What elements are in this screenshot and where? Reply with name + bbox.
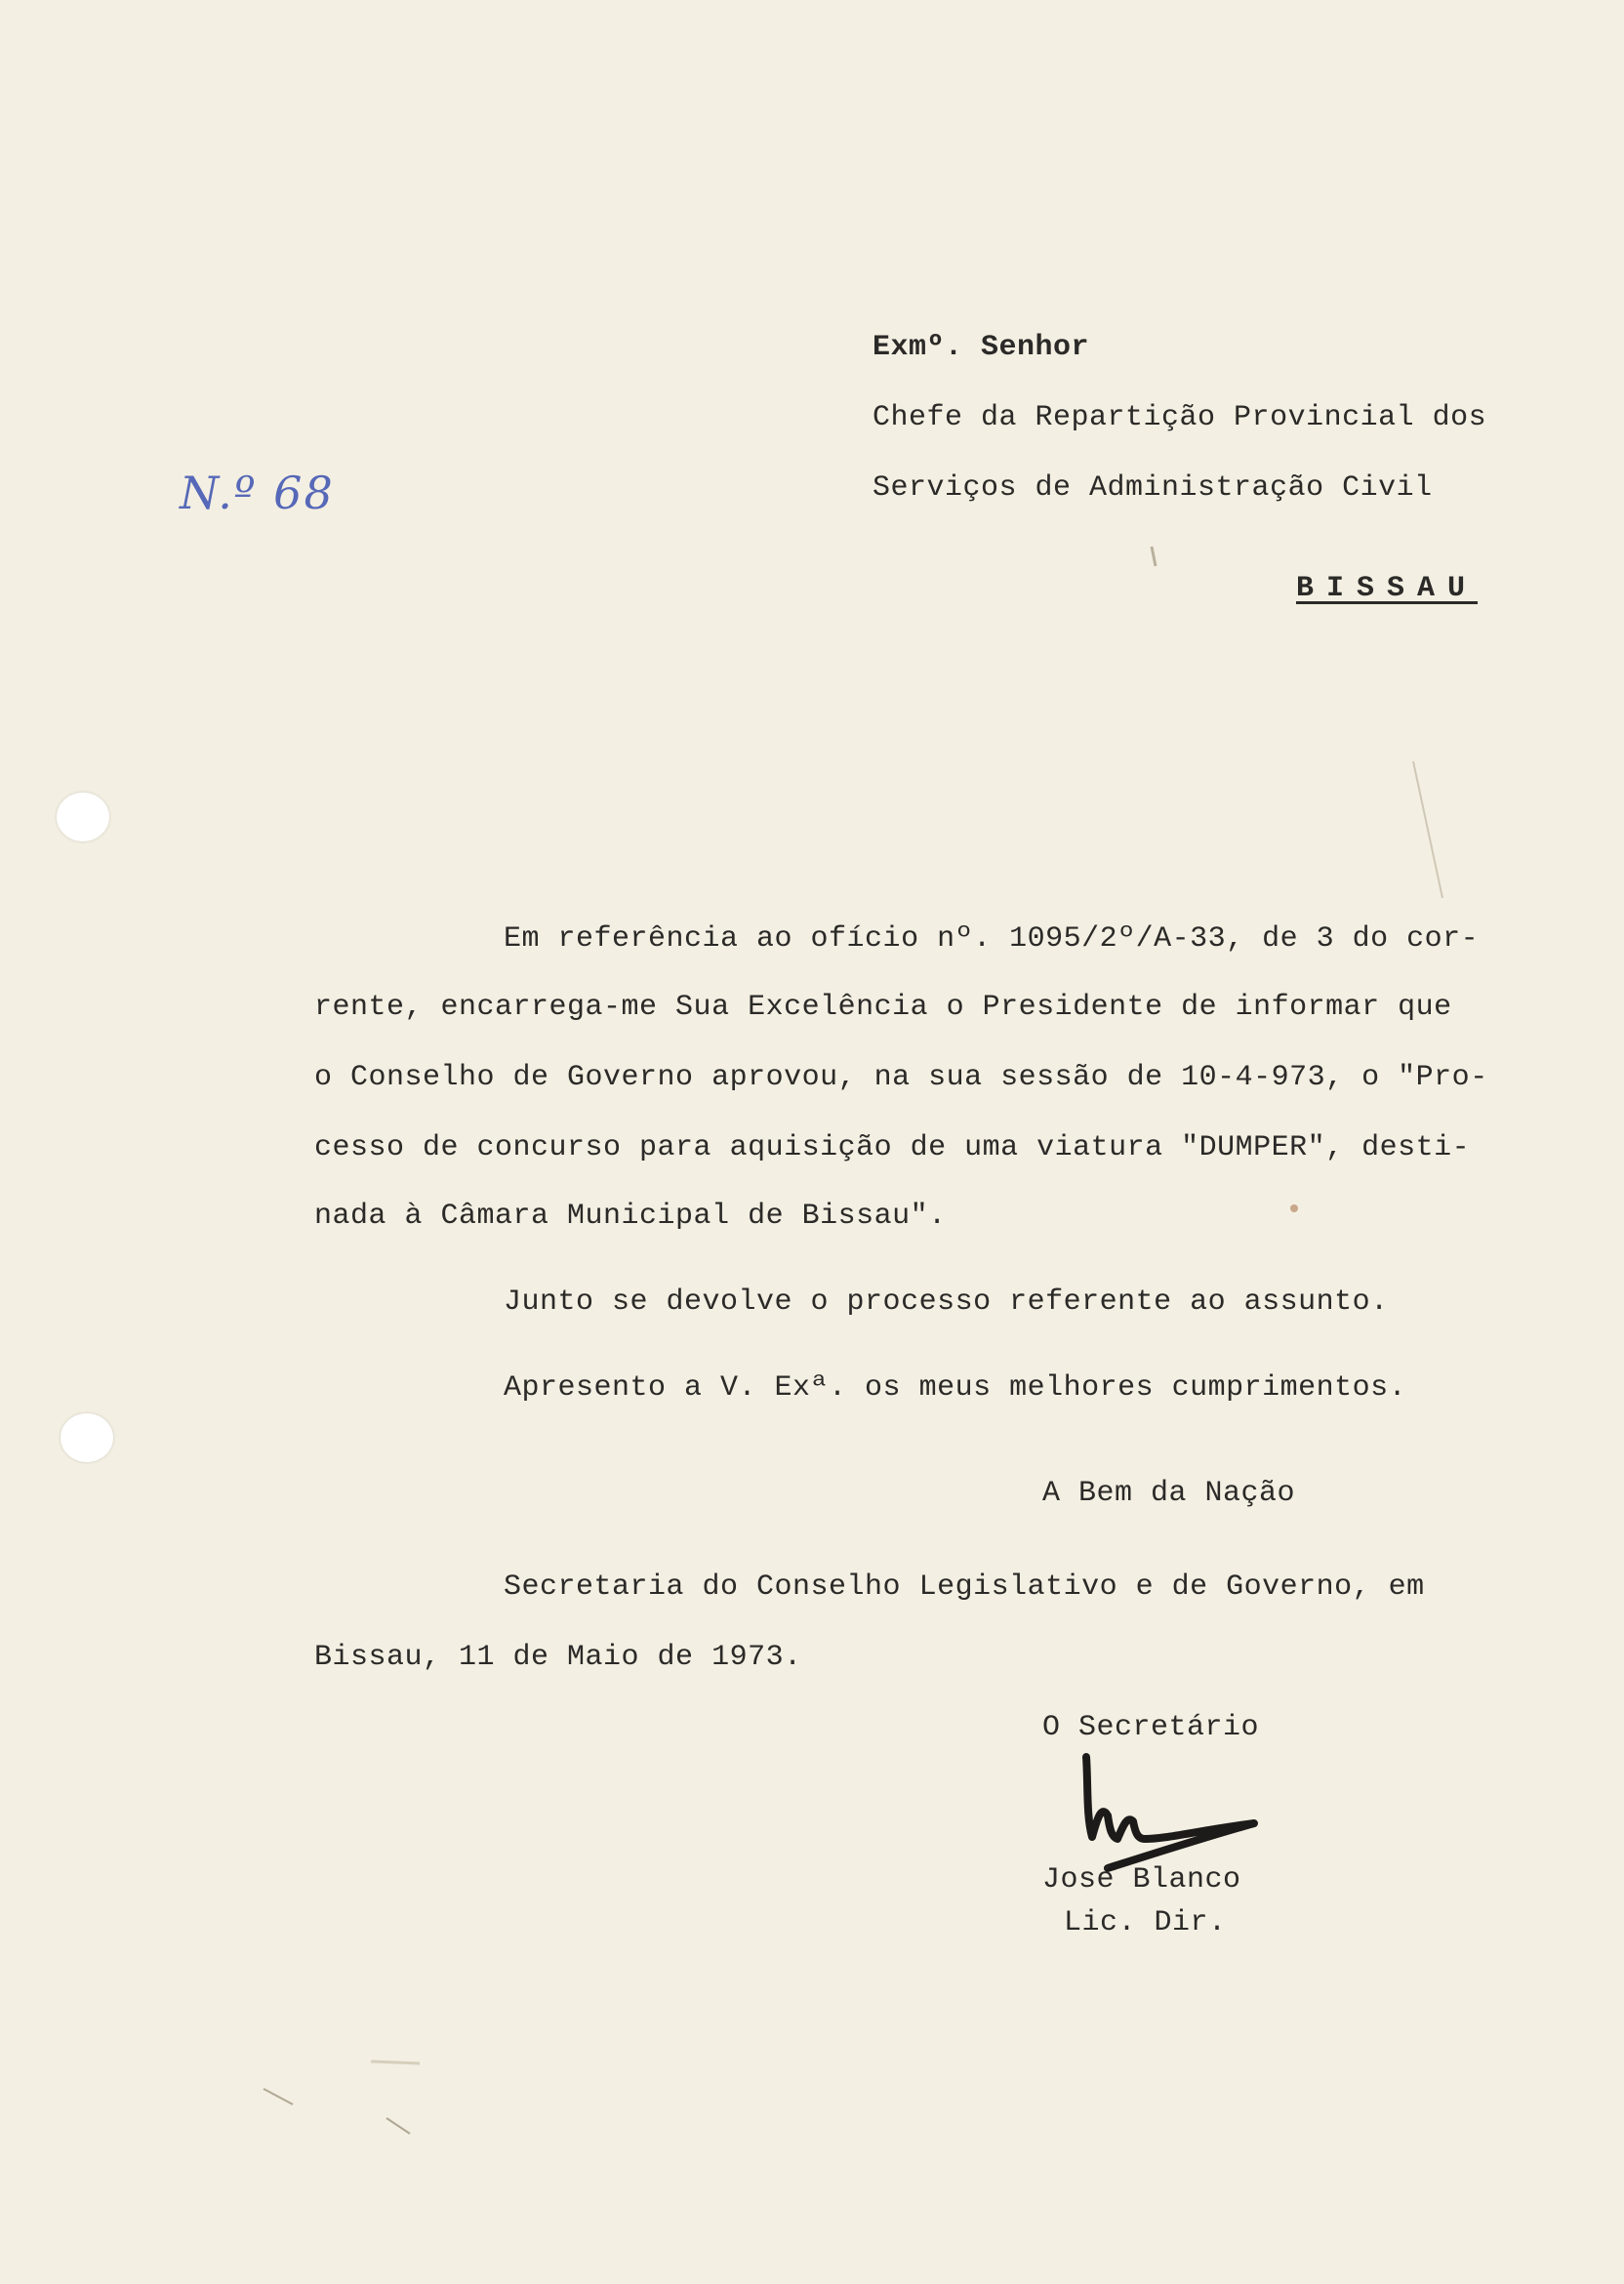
body-p1-line-3: o Conselho de Governo aprovou, na sua sessão de 10-4-973, o "Pro- xyxy=(314,1061,1488,1094)
punch-hole-bottom xyxy=(61,1413,113,1462)
signature-mark xyxy=(1059,1747,1293,1874)
body-p3: Apresento a V. Exª. os meus melhores cumprimentos. xyxy=(504,1371,1407,1405)
addressee-line-2: Chefe da Repartição Provincial dos xyxy=(873,401,1487,434)
addressee-line-3: Serviços de Administração Civil xyxy=(873,471,1433,505)
closing-place-line-1: Secretaria do Conselho Legislativo e de Governo, em xyxy=(504,1570,1425,1604)
body-p2: Junto se devolve o processo referente ao assunto. xyxy=(504,1285,1389,1319)
handwritten-number: N.º 68 xyxy=(180,467,335,519)
addressee-line-1: Exmº. Senhor xyxy=(873,331,1090,364)
body-p1-line-5: nada à Câmara Municipal de Bissau". xyxy=(314,1200,947,1233)
punch-hole-top xyxy=(57,793,109,841)
signatory-title: O Secretário xyxy=(1042,1711,1260,1744)
body-p1-line-1: Em referência ao ofício nº. 1095/2º/A-33, de 3 do cor- xyxy=(504,922,1480,956)
closing-place-line-2: Bissau, 11 de Maio de 1973. xyxy=(314,1641,802,1674)
body-p1-line-2: rente, encarrega-me Sua Excelência o Presidente de informar que xyxy=(314,991,1452,1024)
closing-salutation: A Bem da Nação xyxy=(1042,1477,1296,1510)
signatory-degree: Lic. Dir. xyxy=(1064,1906,1227,1939)
body-p1-line-4: cesso de concurso para aquisição de uma viatura "DUMPER", desti- xyxy=(314,1131,1471,1164)
signatory-name: José Blanco xyxy=(1042,1863,1241,1897)
addressee-city: BISSAU xyxy=(1296,572,1479,605)
